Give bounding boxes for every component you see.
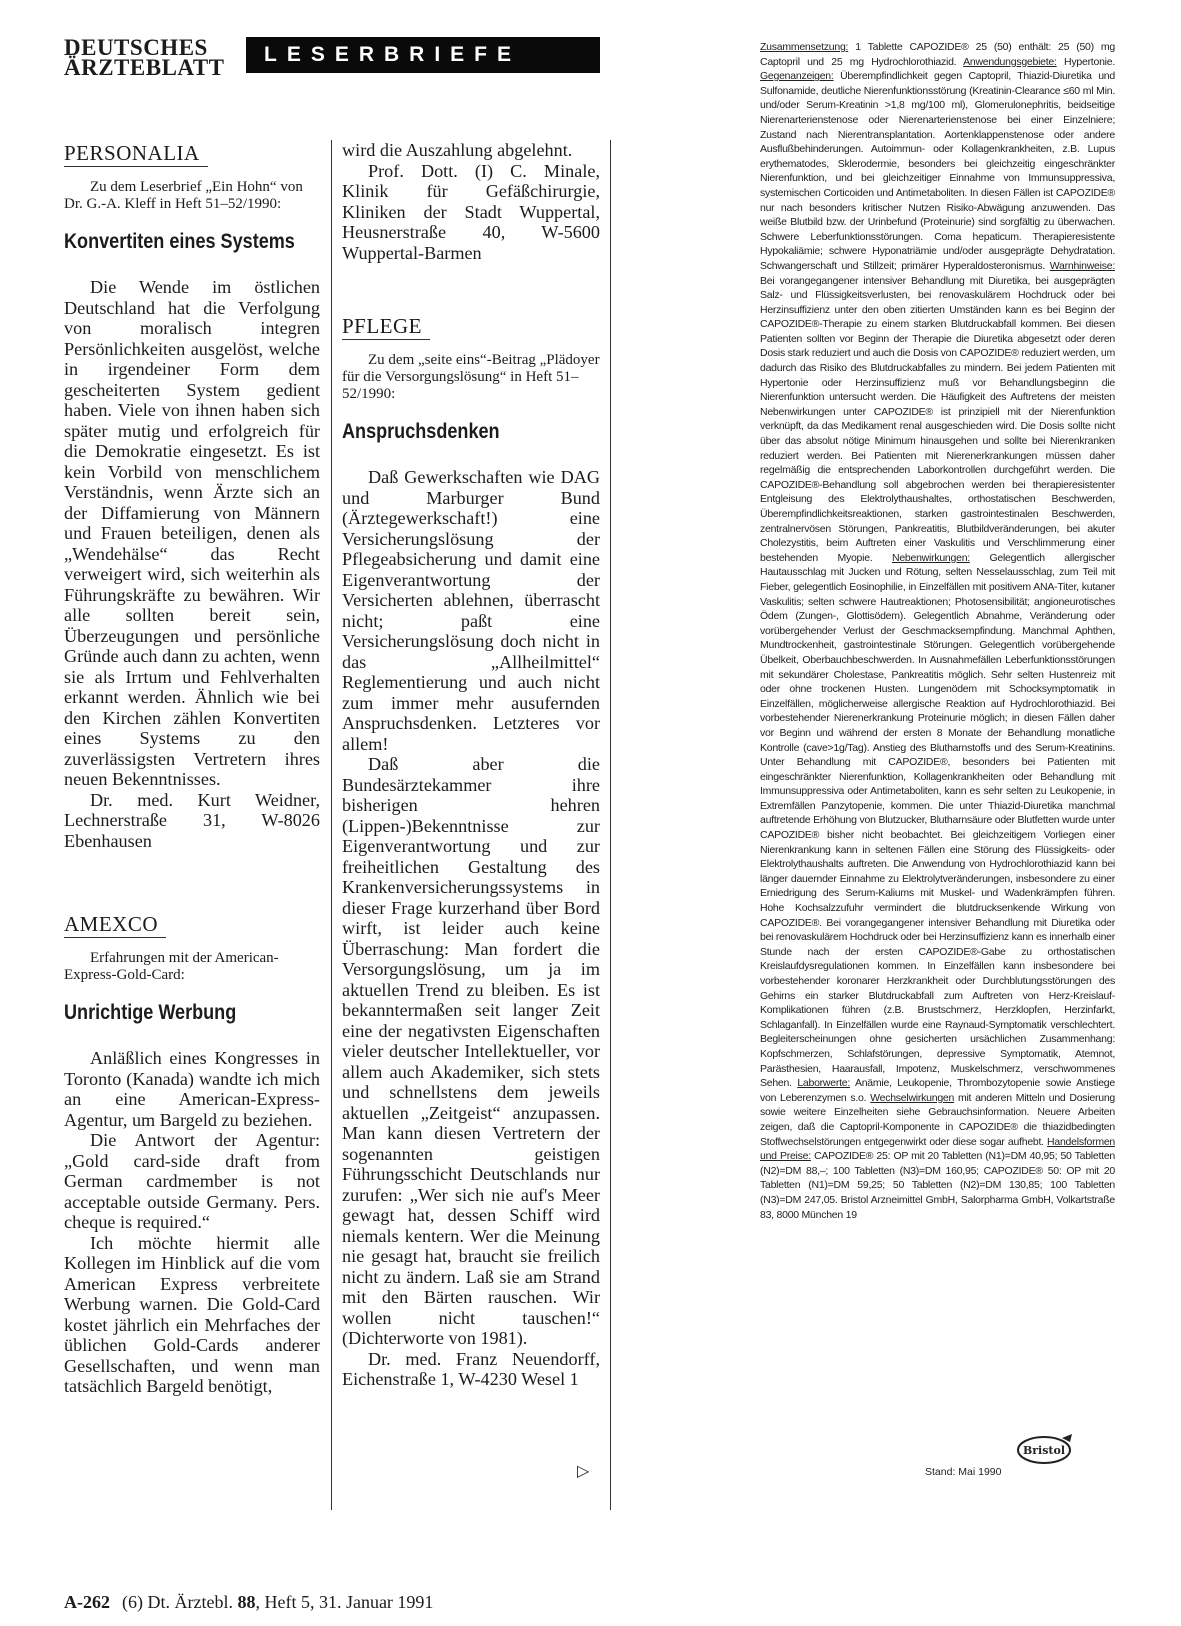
column-divider-2: [610, 140, 611, 1510]
text-zusammensetzung: 1 Tablette CAPOZIDE® 25 (50) enthält: 25 (50) mg Captopril und 25 mg Hydrochlorothiazid.: [760, 41, 1115, 68]
text-laborwerte: Anämie, Leukopenie, Thrombozytopenie sowie Anstiege von Leberenzymen s.o.: [760, 1077, 1115, 1104]
drug-information-box: [760, 40, 1115, 1222]
label-wechselwirkungen: Wechselwirkungen: [870, 1091, 955, 1104]
continue-arrow-icon: ▷: [577, 1461, 590, 1480]
letter-intro: Erfahrungen mit der American-Express-Gold-Card:: [64, 950, 279, 983]
section-heading-amexco: AMEXCO: [64, 911, 166, 938]
paragraph: Daß aber die Bundesärztekammer ihre bisherigen hehren (Lippen-)Bekenntnisse zur Eigenverantwortung und zur freiheitlichen Gestaltung des Krankenversicherungssystems in dieser Frage kurzerhand über Bord wirft, ist leider auch keine Überraschung: Man fordert die Versorgungslösung, um ja im aktuellen Trend zu bleiben. Es ist bekanntermaßen seit langer Zeit eine der negativsten Eigenschaften vieler deutscher Intellektueller, vor allem auch Akademiker, sich stets und schnellstens dem jeweils aktuellen „Zeitgeist“ anzupassen. Man kann diesen Vertretern der sogenannten geistigen Führungsschicht Deutschlands nur zurufen: „Wer sich nie auf's Meer gewagt hat, dessen Schiff wird niemals kentern. Wer die Meinung nie gesagt hat, braucht sie freilich nicht zu ändern. Laß sie am Strand mit den Bärten rauschen. Wir wollen nicht tauschen!“ (Dichterworte von 1981).: [342, 754, 600, 1348]
label-handelsformen: Handelsformen und Preise:: [760, 1135, 1115, 1163]
section-heading-personalia: PERSONALIA: [64, 140, 208, 167]
column-2: [342, 140, 600, 1390]
letter-intro: Zu dem Leserbrief „Ein Hohn“ von Dr. G.-A. Kleff in Heft 51–52/1990:: [64, 179, 303, 212]
section-bar: LESERBRIEFE: [246, 37, 600, 73]
paragraph: Anläßlich eines Kongresses in Toronto (Kanada) wandte ich mich an eine American-Express-Agentur, um Bargeld zu beziehen.: [64, 1048, 320, 1130]
text-nebenwirkungen: Gelegentlich allergischer Hautausschlag mit Jucken und Rötung, selten Nesselausschlag, zum Teil mit Fieber, gelegentlich Eosinophilie, in Einzelfällen mit positivem ANA-Titer, kutaner Vaskulitis; selten schwere Hautreaktionen; Photosensibilität; angioneurotisches Ödem (Zungen-, Glottisödem). Gelegentlich Abnahme, Veränderung oder vorübergehender Verlust der Geschmacksempfindung. Manchmal Aphthen, Mundtrockenheit, gastrointestinale Störungen. Gelegentlich vorübergehende Übelkeit, Oberbauchbeschwerden. In Ausnahmefällen Leberfunktionsstörungen mit sekundärer Cholestase, Pankreatitis möglich. Sehr selten Hustenreiz mit oder ohne trockenen Husten. Lungenödem mit Schocksymptomatik in Einzelfällen, möglicherweise allergische Reaktion auf Hydrochlorothiazid. Bei vorbestehender Nierenerkrankung Proteinurie möglich; in diesen Fällen daher vor Beginn und während der ersten 8 Monate der Behandlung monatliche Kontrolle (cave>1g/Tag). Anstieg des Blutharnstoffs und des Serum-Kreatinins. Unter Behandlung mit CAPOZIDE®, besonders bei Patienten mit eingeschränkter Nierenfunktion, Kollagenkrankheiten oder Behandlung mit Immunsuppressiva oder Antimetaboliten, kann es sehr selten zu Leukopenie, in Extremfällen Panzytopenie, kommen. Die unter Thiazid-Diuretika manchmal auftretende Erhöhung von Blutzucker, Blutharnsäure oder Blutfetten wurde unter CAPOZIDE® bisher nicht beobachtet. Bei gleichzeitigem Vorliegen einer Nierenkrankung kann in seltenen Fällen eine Störung des Flüssigkeits- oder Elektrolythaushalts auftreten. Die Anwendung von Hydrochlorothiazid kann bei länger dauernder Einnahme zu Elektrolytveränderungen, insbesondere zu einer Erniedrigung des Serum-Kaliums mit Muskel- und Wadenkrämpfen führen. Hohe Kochsalzzufuhr vermindert die blutdrucksenkende Wirkung von CAPOZIDE®. Bei vorangegangener intensiver Behandlung mit Diuretika oder bei renovaskulärem Hochdruck oder bei Herzinsuffizienz kann es innerhalb einer Stunde nach der ersten CAPOZIDE®-Gabe zu orthostatischen Kreislaufdysregulationen kommen. In Einzelfällen kann insbesondere bei vorbestehender koronarer Herzkrankheit oder Durchblutungsstörungen des Gehirns ein starker Blutdruckabfall zum Auftreten von Herz-Kreislauf-Komplikationen führen (z.B. Brustschmerz, Herzklopfen, Herzinfarkt, Schlaganfall). In Einzelfällen wurde eine Raynaud-Symptomatik verschlechtert. Begleiterscheinungen ohne gesicherten ursächlichen Zusammenhang: Kopfschmerzen, Schlafstörungen, depressive Symptomatik, Atemnot, Parästhesien, Haarausfall, Impotenz, Muskelschmerz, verschwommenes Sehen.: [760, 551, 1116, 1090]
label-zusammensetzung: Zusammensetzung:: [760, 41, 849, 53]
label-nebenwirkungen: Nebenwirkungen:: [891, 551, 970, 564]
bristol-logo-text: Bristol: [1022, 1444, 1066, 1457]
letter-headline: Unrichtige Werbung: [64, 1001, 237, 1024]
letter-body: [64, 277, 320, 851]
masthead: [64, 35, 236, 80]
letter-headline: Anspruchsdenken: [342, 420, 500, 443]
citation-volume: 88: [237, 1592, 256, 1612]
letter-body: [64, 1048, 320, 1397]
text-warnhinweise: Bei vorangegangener intensiver Behandlung mit Diuretika, bei ausgeprägten Salz- und Flüssigkeitsverlusten, bei renovaskulärem Hochdruck oder bei Herzinsuffizienz unter den oben zitierten Umständen kann es bei Beginn der CAPOZIDE®-Therapie zu einem starken Blutdruckabfall kommen. Bei diesen Patienten sollten vor Beginn der Therapie die Diuretika abgesetzt oder deren Dosis stark reduziert und auch die Dosis von CAPOZIDE® reduziert werden, um dadurch das Risiko des Blutdruckabfalles zu mindern. Bei jedem Patienten mit Hypertonie oder Herzinsuffizienz muß vor Behandlungsbeginn die Nierenfunktion untersucht werden. Die Häufigkeit des Auftretens der meisten Nebenwirkungen unter CAPOZIDE® ist prinzipiell mit der Nierenfunktion verknüpft, da das Medikament renal ausgeschieden wird. Die Dosis sollte nicht über das absolut nötige Minimum hinausgehen und sollte bei Nierenkranken reduziert werden. Bei Patienten mit Nierenerkrankungen müssen daher regelmäßig die entsprechenden Laborkontrollen durchgeführt werden. Die CAPOZIDE®-Behandlung soll abgebrochen werden bei therapieresistenter Entgleisung des Elektrolythaushaltes, orthostatischen Beschwerden, Überempfindlichkeitsreaktionen, starken gastrointestinalen Beschwerden, zentralnervösen Störungen, Pankreatitis, Blutbildveränderungen, bei akuter Cholezystitis, beim Auftreten einer Vaskulitis und Verschlimmerung einer bestehenden Myopie.: [760, 274, 1115, 564]
text-anwendungsgebiete: Hypertonie.: [1056, 55, 1115, 68]
letter-headline: Konvertiten eines Systems: [64, 230, 295, 253]
paragraph: Die Wende im östlichen Deutschland hat die Verfolgung von moralisch integren Persönlichkeiten ausgelöst, welche in irgendeiner Form dem gescheiterten System gedient haben. Viele von ihnen haben sich später mutig und erfolgreich für die Demokratie eingesetzt. Es ist kein Vorbild von menschlichem Verständnis, wenn Ärzte sich an der Diffamierung von Männern und Frauen beteiligen, denen als „Wendehälse“ das Recht verweigert wird, sich weiterhin als Führungskräfte zu bewähren. Wir alle sollten bereit sein, Überzeugungen und persönliche Gründe auch dann zu achten, wenn sie als Irrtum und Fehlverhalten erkannt werden. Ähnlich wie bei den Kirchen zählen Konvertiten eines Systems zu den zuverlässigsten Vertretern ihres neuen Bekenntnisses.: [64, 277, 320, 789]
letter-intro: Zu dem „seite eins“-Beitrag „Plädoyer für die Versorgungslösung“ in Heft 51–52/1990:: [342, 352, 600, 402]
page-number: A-262: [64, 1592, 110, 1612]
bristol-logo: [1016, 1432, 1076, 1466]
text-gegenanzeigen: Überempfindlichkeit gegen Captopril, Thiazid-Diuretika und Sulfonamide, deutliche Nierenfunktionsstörung (Kreatinin-Clearance ≤60 ml Min. und/oder Serum-Kreatinin >1,8 mg/100 ml), Glomerulonephritis, beidseitige Nierenarterienstenose oder Nierenarterienstenose bei einer Einzelniere; Zustand nach Nierentransplantation. Aortenklappenstenose oder andere Ausflußbehinderungen. Autoimmun- oder Kollagenkrankheiten, z.B. Lupus erythematodes, Sklerodermie, besonders bei gleichzeitig eingeschränkter Nierenfunktion, und bei gleichzeitiger Einnahme von Immunsuppressiva, systemischen Corticoiden und Antimetaboliten. In diesen Fällen ist CAPOZIDE® nur nach besonders kritischer Nutzen Risiko-Abwägung anzuwenden. Das weiße Blutbild bzw. der Urinbefund (Proteinurie) sind sorgfältig zu überwachen. Schwere Leberfunktionsstörungen. Coma hepaticum. Therapieresistente Hypokaliämie; schwere Hyponatriämie und/oder ausgeprägte Dehydratation. Schwangerschaft und Stillzeit; primärer Hyperaldosteronismus.: [760, 70, 1115, 272]
page-footer: [64, 1592, 433, 1613]
text-wechselwirkungen: mit anderen Mitteln und Dosierung sowie weitere Einzelheiten siehe Gebrauchsinformation. Neuere Arbeiten zeigen, daß die Captopril-Komponente in CAPOZIDE® die thiazidbedingten Stoffwechselstörungen entgegenwirkt oder diese sogar aufhebt.: [760, 1091, 1115, 1148]
label-gegenanzeigen: Gegenanzeigen:: [760, 70, 834, 83]
letter-body: [342, 467, 600, 1390]
label-anwendungsgebiete: Anwendungsgebiete:: [963, 55, 1057, 68]
section-heading-pflege: PFLEGE: [342, 313, 430, 340]
signature: Dr. med. Franz Neuendorff, Eichenstraße 1, W-4230 Wesel 1: [342, 1348, 600, 1389]
stand-date: Stand: Mai 1990: [925, 1466, 1002, 1478]
citation-prefix: (6) Dt. Ärztebl.: [122, 1592, 238, 1612]
paragraph: Daß Gewerkschaften wie DAG und Marburger Bund (Ärztegewerkschaft!) eine Versicherungslösung der Pflegeabsicherung und damit eine Eigenverantwortung der Versicherten ablehnen, überrascht nicht; paßt eine Versicherungslösung doch nicht in das „Allheilmittel“ Reglementierung und auch nicht zum immer mehr ausufernden Anspruchsdenken. Letzteres vor allem!: [342, 467, 600, 754]
label-laborwerte: Laborwerte:: [797, 1077, 851, 1090]
signature: Dr. med. Kurt Weidner, Lechnerstraße 31, W-8026 Ebenhausen: [64, 789, 320, 851]
paragraph: wird die Auszahlung abgelehnt.: [342, 140, 573, 160]
paragraph: Ich möchte hiermit alle Kollegen im Hinblick auf die vom American Express verbreitete Werbung warnen. Die Gold-Card kostet jährlich ein Mehrfaches der üblichen Gold-Cards anderer Gesellschaften, und wenn man tatsächlich Bargeld benötigt,: [64, 1232, 320, 1396]
masthead-line-1: DEUTSCHES: [64, 35, 208, 60]
signature: Prof. Dott. (I) C. Minale, Klinik für Gefäßchirurgie, Kliniken der Stadt Wuppertal, Heusnerstraße 40, W-5600 Wuppertal-Barmen: [342, 160, 600, 263]
citation-suffix: , Heft 5, 31. Januar 1991: [255, 1592, 434, 1612]
text-handelsformen: CAPOZIDE® 25: OP mit 20 Tabletten (N1)=DM 40,95; 50 Tabletten (N2)=DM 88,–; 100 Tabletten (N3)=DM 160,95; CAPOZIDE® 50: OP mit 20 Tabletten (N1)=DM 59,25; 50 Tabletten (N2)=DM 130,85; 100 Tabletten (N3)=DM 247,05. Bristol Arzneimittel GmbH, Salorpharma GmbH, Volkartstraße 83, 8000 München 19: [760, 1150, 1115, 1221]
paragraph: Die Antwort der Agentur: „Gold card-side draft from German cardmember is not acceptable outside Germany. Pers. cheque is required.“: [64, 1130, 320, 1232]
letter-continuation: [342, 140, 600, 263]
label-warnhinweise: Warnhinweise:: [1049, 259, 1115, 272]
column-divider-1: [331, 140, 332, 1510]
masthead-line-2: ÄRZTEBLATT: [64, 55, 225, 80]
column-1: [64, 140, 320, 1397]
